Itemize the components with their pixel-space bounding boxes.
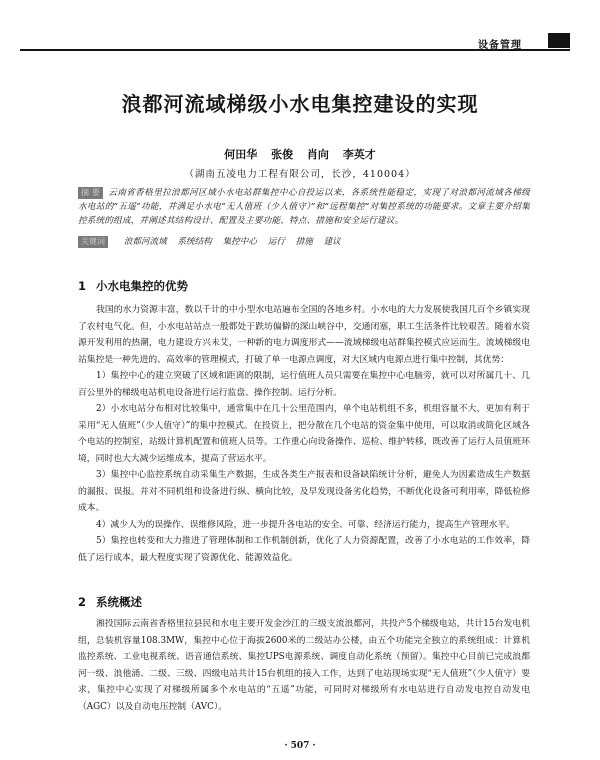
affiliation: （湖南五凌电力工程有限公司，长沙，410004） bbox=[184, 169, 416, 180]
keywords-tag: 关键词 bbox=[78, 236, 108, 248]
section-title: 系统概述 bbox=[96, 595, 143, 609]
abstract-text: 云南省香格里拉浪都河区域小水电站群集控中心自投运以来，各系统性能稳定，实现了对浪都河流域各梯级水电站的“五遥”功能，并满足小水电“无人值班（少人值守）”和“远程集控”对集控系统的功能要求。文章主要介绍集控系统的组成，并阐述其结构设计、配置及主要功能、特点、措施和安全运行建议。 bbox=[78, 188, 530, 226]
author-list bbox=[0, 146, 600, 162]
abstract bbox=[78, 186, 530, 228]
keyword: 集控中心 bbox=[222, 237, 257, 247]
author: 肖向 bbox=[306, 148, 329, 161]
keyword: 运行 bbox=[267, 237, 285, 247]
abstract-tag: 摘 要 bbox=[78, 187, 103, 199]
header-block bbox=[548, 33, 570, 48]
section-heading bbox=[78, 278, 188, 294]
paragraph: 5）集控也转变和大力推进了管理体制和工作机制创新，优化了人力资源配置，改善了小水电站的工作效率，降低了运行成本，最大程度实现了资源优化、能源效益化。 bbox=[78, 536, 530, 563]
keyword: 系统结构 bbox=[177, 237, 212, 247]
paragraph: 我国的水力资源丰富，数以千计的中小型水电站遍布全国的各地乡村。小水电的大力发展使我国几百个乡镇实现了农村电气化。但，小水电站站点一般都处于跌坊偏僻的深山峡谷中，交通闭塞，职工生活条件比较艰苦。随着水资源开发利用的热潮，电力建设方兴未艾，一种新的电力调度形式——流域梯级电站群集控模式应运而生。流域梯级电站集控是一种先进的、高效率的管理模式，打破了单一电源点调度，对大区域内电源点进行集中控制，其优势： bbox=[78, 305, 530, 365]
section-body bbox=[78, 302, 530, 566]
paragraph: 2）小水电站分布相对比较集中，通常集中在几十公里范围内，单个电站机组不多，机组容量不大，更加有利于采用“无人值班”（少人值守）”的集中控模式。在投资上，把分散在几个电站的资金集中使用，可以取消或简化区域各个电站的控制室，站级计算机配置和值班人员等。工作重心向设备操作、巡检、维护转移，既改善了运行人员值班环境，同时也大大减少运维成本，提高了营运水平。 bbox=[78, 404, 530, 464]
section-title: 小水电集控的优势 bbox=[96, 279, 189, 293]
paper-title: 浪都河流域梯级小水电集控建设的实现 bbox=[121, 92, 479, 116]
paragraph: 4）减少人为的误操作、误维修风险，进一步提升各电站的安全、可靠、经济运行能力，提高生产管理水平。 bbox=[96, 519, 516, 530]
section-number: 1 bbox=[78, 279, 87, 293]
section-number: 2 bbox=[78, 595, 87, 609]
author: 李英才 bbox=[342, 148, 376, 161]
author: 张俊 bbox=[271, 148, 294, 161]
paragraph: 湘投国际云南省香格里拉县民和水电主要开发金沙江的三级支流浪都河，共投产5个梯级电站，共计15台发电机组，总装机容量108.3MW，集控中心位于海拔2600米的二级站办公楼，由五个功能完全独立的系统组成：计算机监控系统、工业电视系统、语音通信系统、集控UPS电源系统、调度自动化系统（预留）。集控中心目前已完成浪都河一级、浪他涌、二级、三级、四级电站共计15台机组的接入工作，达到了电站现场实现“无人值班”（少人值守）要求，集控中心实现了对梯级所属多个水电站的“五遥”功能，可同时对梯级所有水电站进行自动发电控自动发电（AGC）以及自动电压控制（AVC）。 bbox=[78, 619, 530, 712]
page-number: · 507 · bbox=[284, 741, 316, 751]
journal-section-label: 设备管理 bbox=[478, 40, 522, 51]
section-heading bbox=[78, 594, 142, 610]
keywords bbox=[78, 235, 530, 249]
paragraph: 1）集控中心的建立突破了区域和距离的限制，运行值班人员只需要在集控中心电脑旁，就可以对所属几十、几百公里外的梯级电站机电设备进行运行监盘、操作控制、运行分析。 bbox=[78, 371, 530, 398]
keyword: 建议 bbox=[323, 237, 341, 247]
section-body bbox=[78, 616, 530, 715]
author: 何田华 bbox=[224, 148, 258, 161]
keyword: 措施 bbox=[295, 237, 313, 247]
paragraph: 3）集控中心监控系统自动采集生产数据，生成各类生产报表和设备缺陷统计分析，避免人为因素造成生产数据的漏报、误报。并对不同机组和设备进行纵、横向比较，及早发现设备劣化趋势，不断优化设备可利用率，降低检修成本。 bbox=[78, 470, 530, 513]
keyword: 浪都河流域 bbox=[123, 237, 167, 247]
header-rule bbox=[20, 49, 570, 51]
